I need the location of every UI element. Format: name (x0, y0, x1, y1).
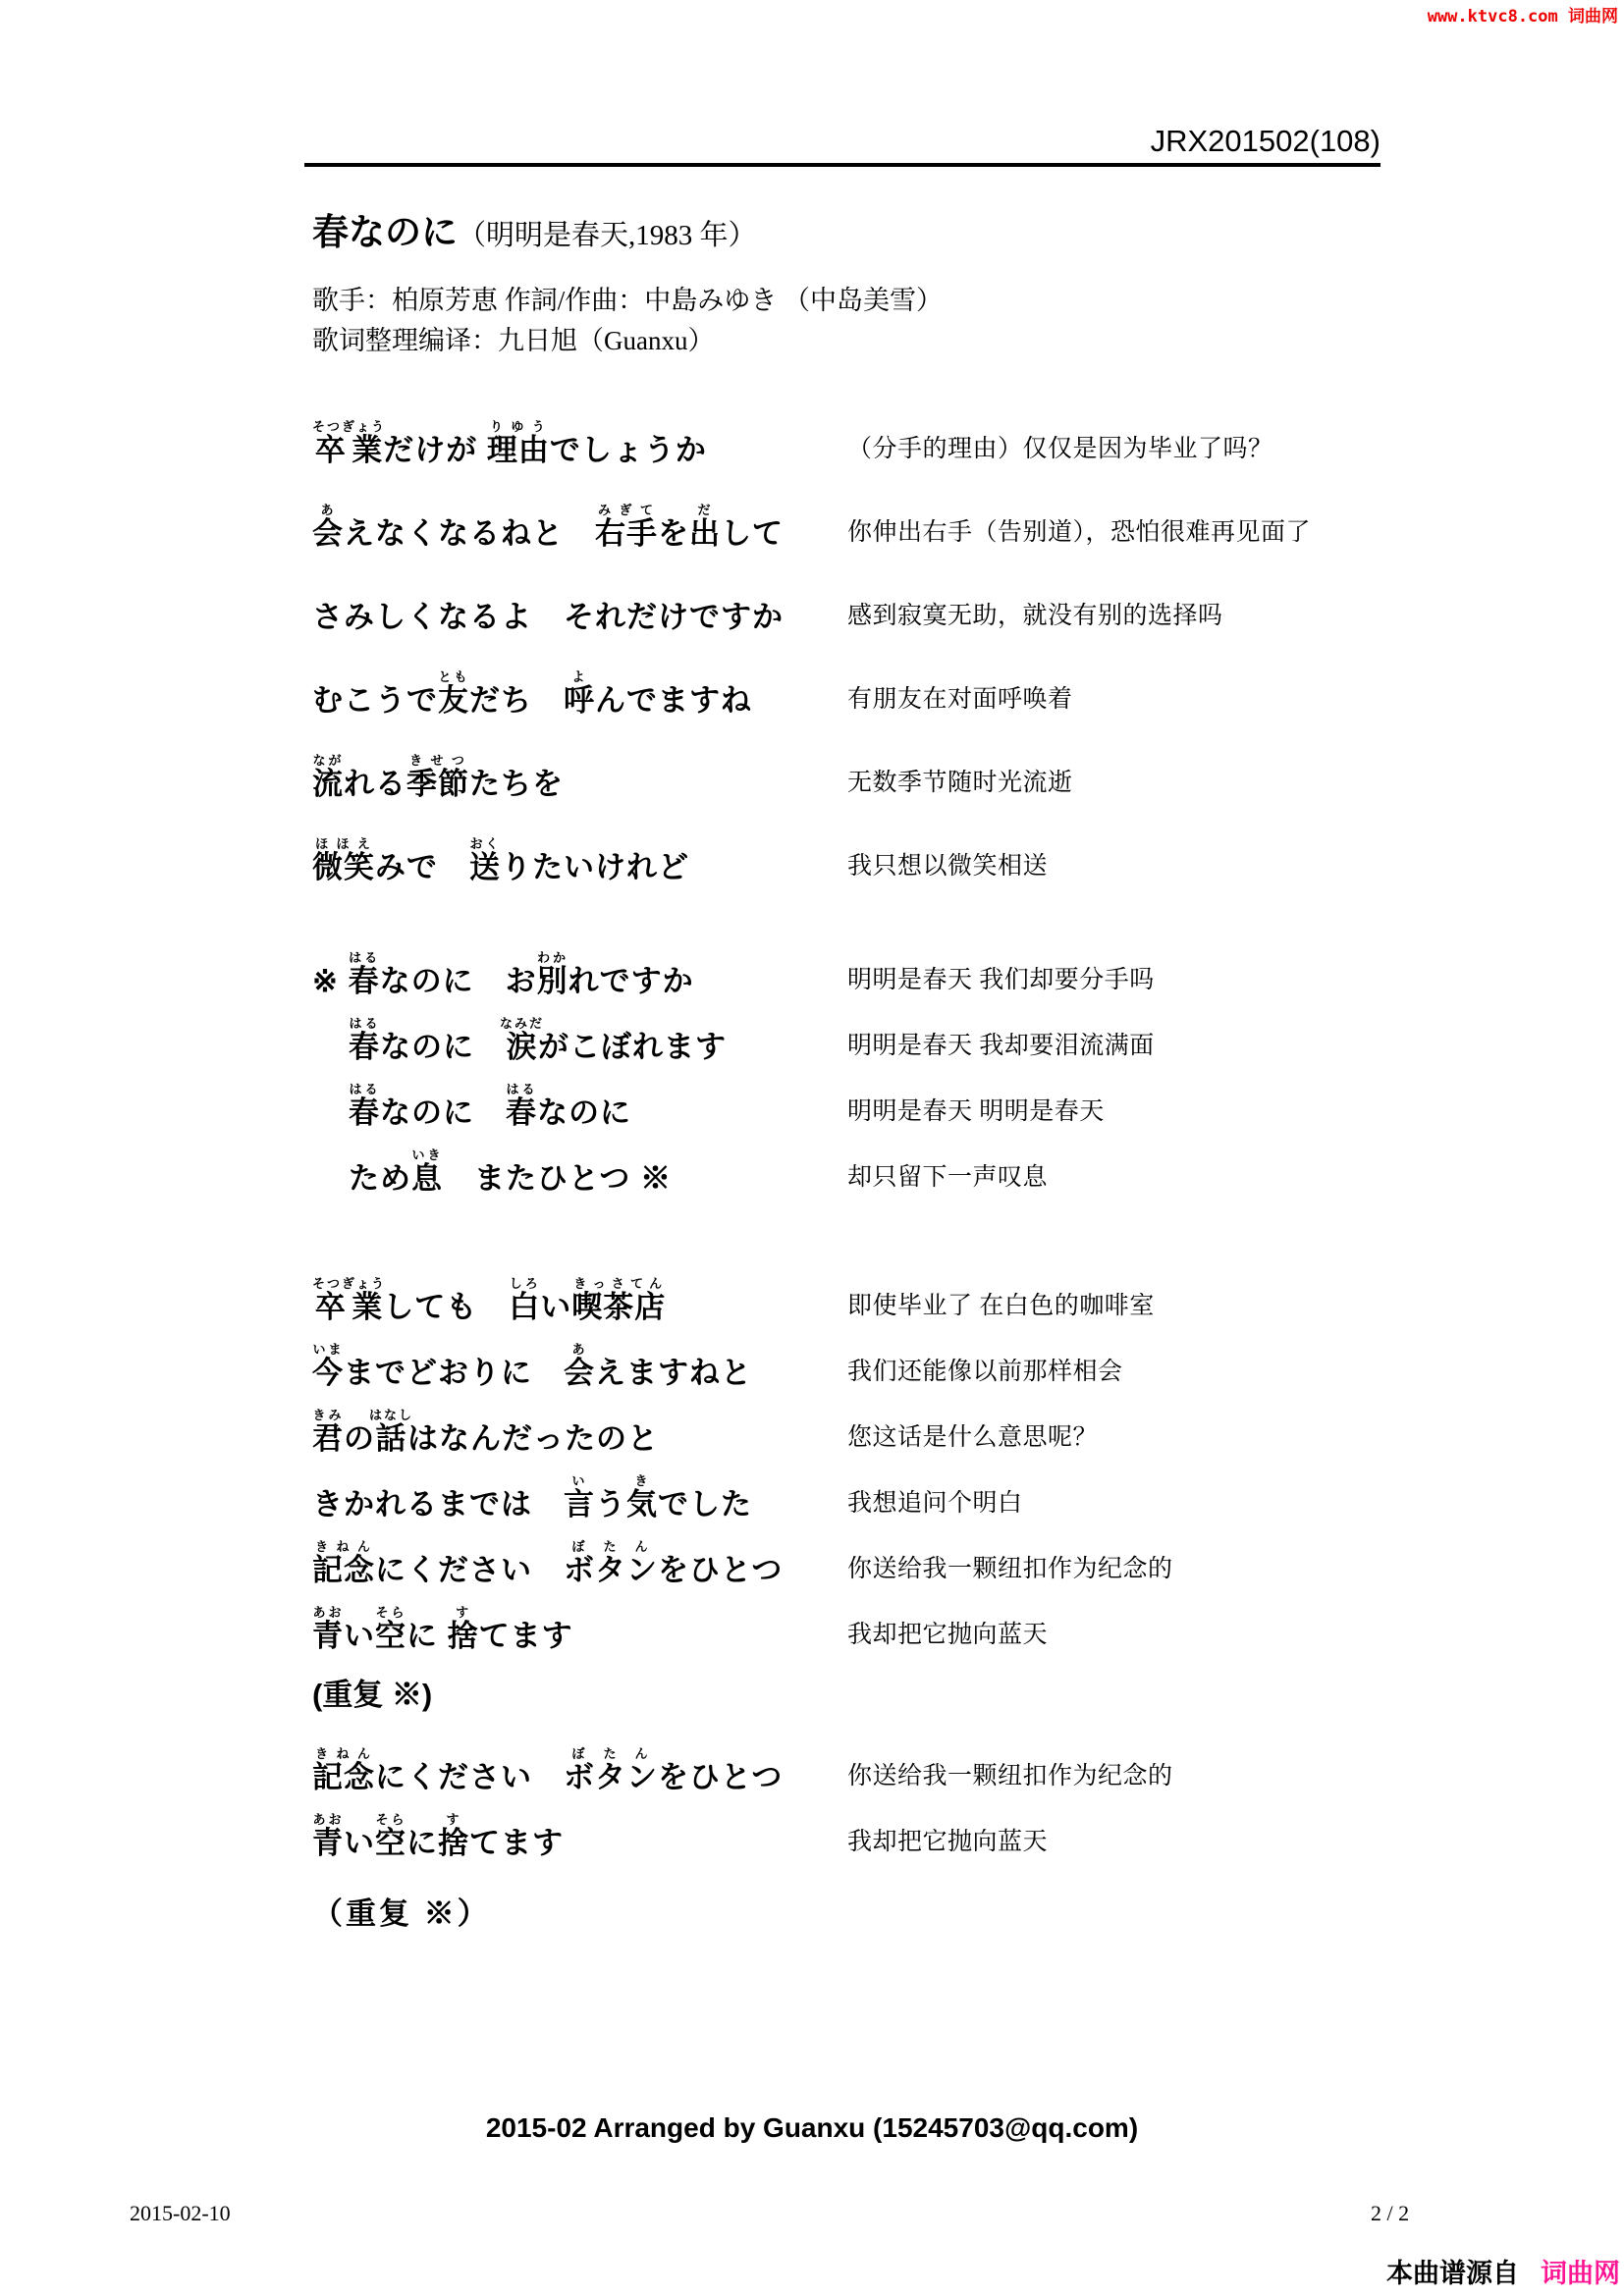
furigana-ruby: 空そら (375, 1812, 406, 1860)
lyric-chinese-translation: 有朋友在对面呼唤着 (847, 686, 1073, 713)
lyric-line (312, 1078, 1569, 1133)
lyric-japanese: 卒業そつぎょうしても 白しろい喫茶店きっさてん (312, 1276, 667, 1324)
furigana-ruby: 喫茶店きっさてん (571, 1276, 667, 1324)
furigana-ruby: 送おく (469, 836, 501, 884)
lyric-japanese: 卒業そつぎょうだけが 理由りゆうでしょうか (312, 419, 707, 467)
lyric-line (312, 832, 1569, 887)
lyric-japanese: 君きみの話はなしはなんだったのと (312, 1408, 659, 1456)
page-number: 2 / 2 (1371, 2201, 1410, 2225)
furigana-ruby: 涙なみだ (500, 1016, 545, 1064)
lyric-chinese-translation: 无数季节随时光流逝 (847, 770, 1073, 796)
furigana-ruby: 微笑ほほえ (312, 836, 375, 884)
furigana-ruby: 会あ (312, 503, 344, 551)
lyric-chinese-translation: 我想追问个明白 (847, 1490, 1023, 1517)
furigana-ruby: 会あ (564, 1342, 595, 1390)
lyric-chinese-translation: 我却把它抛向蓝天 (847, 1829, 1049, 1855)
repeat-marker: （重复 ※） (312, 1896, 491, 1931)
lyric-japanese: 春はるなのに 涙なみだがこぼれます (349, 1016, 727, 1064)
lyrics (312, 415, 1569, 1936)
credit-editor-line: 歌词整理编译：九日旭（Guanxu） (312, 326, 715, 355)
lyric-chinese-translation: 明明是春天 我们却要分手吗 (847, 967, 1155, 993)
lyric-line (312, 666, 1569, 721)
watermark-bottom-site-link[interactable]: 词曲网 (1541, 2259, 1620, 2288)
lyric-japanese: むこうで友ともだち 呼よんでますね (312, 669, 752, 718)
furigana-ruby: 理由りゆう (486, 419, 550, 467)
lyric-chinese-translation: 你送给我一颗纽扣作为纪念的 (847, 1556, 1173, 1582)
lyric-line (312, 1601, 1569, 1656)
furigana-ruby: 卒業そつぎょう (312, 1276, 387, 1324)
furigana-ruby: 右手みぎて (595, 503, 658, 551)
site-watermark-bottom (1386, 2252, 1620, 2290)
lyric-chinese-translation: （分手的理由）仅仅是因为毕业了吗？ (847, 436, 1273, 462)
furigana-ruby: 白しろ (509, 1276, 541, 1324)
furigana-ruby: 捨す (447, 1605, 479, 1653)
song-title-japanese: 春なのに (312, 212, 458, 252)
lyric-japanese: 今いままでどおりに 会あえますねと (312, 1342, 752, 1390)
repeat-marker: (重复 ※) (312, 1678, 433, 1712)
lyric-chinese-translation: 却只留下一声叹息 (847, 1164, 1049, 1191)
furigana-ruby: 記念きねん (312, 1539, 375, 1587)
lyric-chinese-translation: 我却把它抛向蓝天 (847, 1622, 1049, 1648)
credits (312, 281, 943, 361)
lyric-chinese-translation: 感到寂寞无助，就没有别的选择吗 (847, 603, 1223, 629)
lyrics-section-repeat (312, 1742, 1569, 1863)
lyric-japanese: 微笑ほほえみで 送おくりたいけれど (312, 836, 689, 884)
lyric-line (312, 415, 1569, 470)
furigana-ruby: 別わか (536, 950, 568, 998)
lyric-line (312, 499, 1569, 554)
lyric-chinese-translation: 你送给我一颗纽扣作为纪念的 (847, 1763, 1173, 1789)
credit-artist-line: 歌手：柏原芳恵 作詞/作曲：中島みゆき （中岛美雪） (312, 286, 944, 315)
lyric-japanese: ※ 春はるなのに お別わかれですか (312, 950, 694, 998)
lyric-japanese: 記念きねんにください ボタンぼたんをひとつ (312, 1746, 784, 1794)
lyric-japanese: 青あおい空そらに 捨すてます (312, 1605, 573, 1653)
lyrics-section-verse2 (312, 1272, 1569, 1656)
lyric-line (312, 1535, 1569, 1590)
furigana-ruby: 春はる (349, 1082, 380, 1130)
lyric-chinese-translation: 明明是春天 我却要泪流满面 (847, 1033, 1155, 1059)
lyric-line (312, 1012, 1569, 1067)
lyric-japanese: ため息いき またひとつ ※ (349, 1148, 672, 1196)
furigana-ruby: 出だ (689, 503, 721, 551)
lyric-line (312, 1808, 1569, 1863)
furigana-ruby: 春はる (348, 950, 380, 998)
lyric-chinese-translation: 即使毕业了 在白色的咖啡室 (847, 1293, 1155, 1319)
lyric-chinese-translation: 我们还能像以前那样相会 (847, 1359, 1123, 1385)
furigana-ruby: 春はる (506, 1082, 537, 1130)
lyric-chinese-translation: 您这话是什么意思呢？ (847, 1424, 1099, 1451)
lyrics-section-chorus (312, 946, 1569, 1199)
lyric-line (312, 1144, 1569, 1199)
page-date: 2015-02-10 (130, 2201, 231, 2225)
lyric-line (312, 1469, 1569, 1524)
lyric-japanese: 記念きねんにください ボタンぼたんをひとつ (312, 1539, 784, 1587)
lyric-japanese: さみしくなるよ それだけですか (312, 600, 784, 634)
site-watermark-top: www.ktvc8.com 词曲网 (1427, 7, 1618, 27)
watermark-bottom-prefix: 本曲谱源自 (1386, 2259, 1519, 2288)
furigana-ruby: 卒業そつぎょう (312, 419, 387, 467)
furigana-ruby: 季節きせつ (406, 753, 469, 801)
furigana-ruby: 話はなし (369, 1408, 414, 1456)
furigana-ruby: 息いき (411, 1148, 443, 1196)
furigana-ruby: 春はる (349, 1016, 380, 1064)
lyric-line (312, 1742, 1569, 1797)
furigana-ruby: 呼よ (564, 669, 595, 718)
lyric-japanese: きかれるまでは 言いう気きでした (312, 1473, 752, 1522)
lyric-chinese-translation: 明明是春天 明明是春天 (847, 1098, 1105, 1125)
song-title (312, 202, 757, 255)
furigana-ruby: ボタンぼたん (564, 1746, 658, 1794)
furigana-ruby: 今いま (312, 1342, 344, 1390)
lyric-line (312, 1338, 1569, 1393)
furigana-ruby: 言い (564, 1473, 595, 1522)
furigana-ruby: 青あお (312, 1605, 344, 1653)
furigana-ruby: 捨す (438, 1812, 469, 1860)
lyrics-section-verse1 (312, 415, 1569, 887)
furigana-ruby: 友とも (438, 669, 469, 718)
furigana-ruby: 記念きねん (312, 1746, 375, 1794)
furigana-ruby: ボタンぼたん (564, 1539, 658, 1587)
furigana-ruby: 青あお (312, 1812, 344, 1860)
lyric-line (312, 582, 1569, 637)
furigana-ruby: 気き (626, 1473, 658, 1522)
lyric-japanese: 春はるなのに 春はるなのに (349, 1082, 631, 1130)
furigana-ruby: 流なが (312, 753, 344, 801)
chorus-start-marker: ※ (312, 964, 349, 998)
lyric-chinese-translation: 我只想以微笑相送 (847, 853, 1049, 880)
lyric-line (312, 1404, 1569, 1459)
song-title-translation: （明明是春天,1983 年） (458, 220, 757, 251)
lyric-japanese: 会あえなくなるねと 右手みぎてを出だして (312, 503, 784, 551)
lyric-chinese-translation: 你伸出右手（告别道），恐怕很难再见面了 (847, 519, 1312, 546)
lyric-line (312, 1272, 1569, 1327)
lyric-japanese: 青あおい空そらに捨すてます (312, 1812, 564, 1860)
lyric-line (312, 749, 1569, 804)
arranger-footer: 2015-02 Arranged by Guanxu (15245703@qq.com) (485, 2112, 1139, 2143)
document-id: JRX201502(108) (1150, 124, 1380, 158)
furigana-ruby: 空そら (375, 1605, 406, 1653)
header-divider (304, 163, 1380, 167)
lyric-line (312, 946, 1569, 1001)
lyric-japanese: 流ながれる季節きせつたちを (312, 753, 564, 801)
furigana-ruby: 君きみ (312, 1408, 344, 1456)
